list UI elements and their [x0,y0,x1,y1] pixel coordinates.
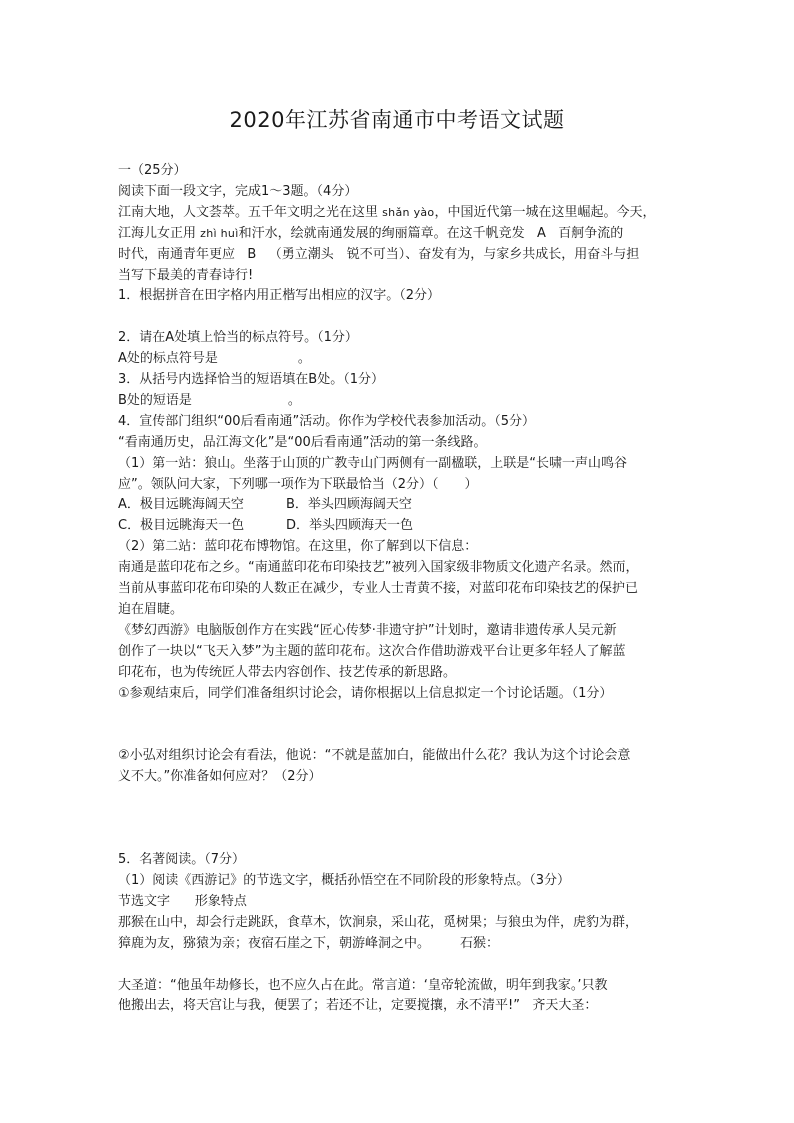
trait-label: 齐天大圣： [532,998,598,1014]
question-2-answer: A处的标点符号是 。 [118,351,311,367]
option-b[interactable]: B．举头四顾海阔天空 [286,497,412,513]
info-paragraph: 《梦幻西游》电脑版创作方在实践“匠心传梦·非遗守护”计划时，邀请非遗传承人吴元新 [118,622,617,638]
document-body [118,161,678,1017]
question-3: 3．从括号内选择恰当的短语填在B处。（1分） [118,372,384,388]
option-c[interactable]: C．极目远眺海天一色 [118,518,245,534]
question-2: 2．请在A处填上恰当的标点符号。（1分） [118,330,358,346]
excerpt-line: 那猴在山中，却会行走跳跃，食草木，饮涧泉，采山花，觅树果；与狼虫为伴，虎豹为群， [118,914,639,930]
passage-line: 江南大地，人文荟萃。五千年文明之光在这里 shǎn yào，中国近代第一城在这里崛起。今天， [118,204,656,220]
table-header-trait: 形象特点 [194,893,247,909]
question-5: 5．名著阅读。（7分） [118,852,246,868]
question-5-sub1: （1）阅读《西游记》的节选文字，概括孙悟空在不同阶段的形象特点。（3分） [118,873,571,889]
section-header: 一（25分） [118,163,187,178]
info-paragraph: 当前从事蓝印花布印染的人数正在减少，专业人士青黄不接，对蓝印花布印染技艺的保护已 [118,581,639,597]
question-4-intro: “看南通历史，品江海文化”是“00后看南通”活动的第一条线路。 [118,434,487,450]
question-4-sub1: 应”。领队问大家，下列哪一项作为下联最恰当（2分）（ ） [118,476,478,492]
answer-space [118,705,678,747]
excerpt-line: 他搬出去，将天宫让与我，便罢了；若还不让，定要搅攘，永不清平!” 齐天大圣： [118,998,598,1014]
info-paragraph: 南通是蓝印花布之乡。“南通蓝印花布印染技艺”被列入国家级非物质文化遗产名录。然而， [118,560,639,576]
passage-line: 时代，南通青年更应 B （勇立潮头 锐不可当）、奋发有为，与家乡共成长，用奋斗与担 [118,246,640,262]
question-4-sub2-i: ①参观结束后，同学们准备组织讨论会，请你根据以上信息拟定一个讨论话题。（1分） [118,685,613,701]
pinyin: zhì huì [200,226,239,240]
excerpt-line: 獐鹿为友，猕猿为亲；夜宿石崖之下，朝游峰洞之中。 石猴： [118,935,500,951]
question-1: 1．根据拼音在田字格内用正楷写出相应的汉字。（2分） [118,288,441,304]
passage-line: 当写下最美的青春诗行! [118,267,254,283]
info-paragraph: 印花布，也为传统匠人带去内容创作、技艺传承的新思路。 [118,664,457,680]
answer-space [118,307,678,328]
question-3-answer: B处的短语是 。 [118,392,301,408]
excerpt-line: 大圣道：“他虽年劫修长，也不应久占在此。常言道：‘皇帝轮流做，明年到我家。’只教 [118,977,608,993]
blank-marker-b: B [247,246,257,262]
question-4-sub2: （2）第二站：蓝印花布博物馆。在这里，你了解到以下信息： [118,539,478,555]
blank-marker-a: A [536,225,546,241]
spacer [118,955,678,976]
passage-line: 江海儿女正用 zhì huì和汗水，绘就南通发展的绚丽篇章。在这千帆竞发 A 百舸争流的 [118,225,624,241]
pinyin: shǎn yào [382,205,435,219]
question-4-sub2-ii: ②小弘对组织讨论会有看法，他说：“不就是蓝加白，能做出什么花？我认为这个讨论会意 [118,748,631,764]
option-a[interactable]: A．极目远眺海阔天空 [118,497,244,513]
option-d[interactable]: D．举头四顾海天一色 [286,518,414,534]
answer-space [118,788,678,850]
question-4-sub1: （1）第一站：狼山。坐落于山顶的广教寺山门两侧有一副楹联，上联是“长啸一声山鸣谷 [118,455,628,471]
info-paragraph: 创作了一块以“飞天入梦”为主题的蓝印花布。这次合作借助游戏平台让更多年轻人了解蓝 [118,643,626,659]
instruction: 阅读下面一段文字，完成1～3题。（4分） [118,183,358,199]
question-4: 4．宣传部门组织“00后看南通”活动。你作为学校代表参加活动。（5分） [118,413,536,429]
question-4-sub2-ii: 义不大。”你准备如何应对？（2分） [118,769,322,785]
option-row [118,495,678,516]
table-header-excerpt: 节选文字 [118,893,171,909]
page-title: 2020年江苏省南通市中考语文试题 [229,108,565,132]
trait-label: 石猴： [460,935,500,951]
table-header [118,892,678,913]
info-paragraph: 迫在眉睫。 [118,602,184,618]
option-row [118,516,678,537]
